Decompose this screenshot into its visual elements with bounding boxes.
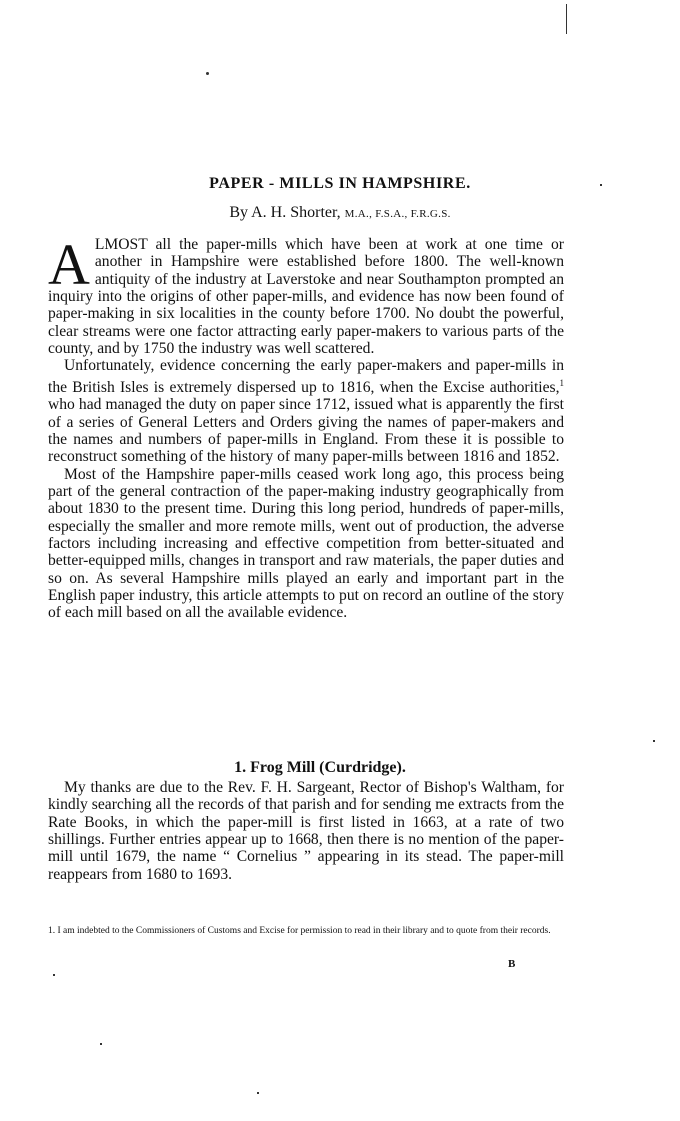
footnote-number: 1. — [48, 926, 56, 936]
paragraph-2-text-b: who had managed the duty on paper since 1712, issued what is apparently the first of a series of General Letters and Orders giving the names of paper-makers and the names and numbers of paper-mills in England. From these it is possible to reconstruct something of the history of many paper-mills between 1816 and 1852. — [48, 396, 564, 466]
footnote-text: I am indebted to the Commissioners of Customs and Excise for permission to read in their library and to quote from their records. — [57, 926, 551, 936]
author-qualifications: M.A., F.S.A., F.R.G.S. — [344, 208, 451, 220]
drop-cap: A — [48, 232, 90, 297]
scan-speck — [53, 974, 55, 976]
scan-speck — [257, 1092, 259, 1094]
scan-speck — [566, 4, 567, 34]
article-title: PAPER - MILLS IN HAMPSHIRE. — [209, 175, 471, 192]
author-name: By A. H. Shorter, — [229, 204, 341, 221]
article-body — [48, 232, 564, 622]
scan-speck — [653, 740, 655, 742]
paragraph-1 — [48, 232, 564, 358]
paragraph-3: Most of the Hampshire paper-mills ceased work long ago, this process being part of the general contraction of the paper-making industry geographically from about 1830 to the present time. During this long period, hundreds of paper-mills, especially the smaller and more remote mills, went out of production, the adverse factors including increasing and effective competition from better-situated and better-equipped mills, changes in transport and raw materials, the paper duties and so on. As several Hampshire mills played an early and important part in the English paper industry, this article attempts to put on record an outline of the story of each mill based on all the available evidence. — [48, 465, 564, 622]
footnote — [48, 926, 564, 937]
scan-speck — [206, 72, 209, 75]
section-paragraph: My thanks are due to the Rev. F. H. Sargeant, Rector of Bishop's Waltham, for kindly searching all the records of that parish and for sending me extracts from the Rate Books, in which the paper-mill is first listed in 1663, at a rate of two shillings. Further entries appear up to 1668, then there is no mention of the paper-mill until 1679, the name “ Cornelius ” appearing in its stead. The paper-mill reappears from 1680 to 1693. — [48, 779, 564, 883]
signature-mark: B — [508, 958, 516, 970]
paragraph-2 — [48, 357, 564, 465]
scan-speck — [100, 1043, 102, 1045]
section-body — [48, 779, 564, 883]
section-heading: 1. Frog Mill (Curdridge). — [234, 759, 406, 776]
paragraph-2-text-a: Unfortunately, evidence concerning the early paper-makers and paper-mills in the British Isles is extremely dispersed up to 1816, when the Excise authorities, — [48, 357, 564, 396]
paragraph-1-text: LMOST all the paper-mills which have been at work at one time or another in Hampshire were established before 1800. The well-known antiquity of the industry at Laverstoke and near Southampton prompted an inquiry into the origins of other paper-mills, and evidence has now been found of paper-making in six localities in the county before 1700. No doubt the powerful, clear streams were one factor attracting early paper-makers to various parts of the county, and by 1750 the industry was well scattered. — [48, 236, 564, 358]
footnote-reference: 1 — [559, 377, 564, 388]
scan-speck — [600, 184, 602, 186]
article-byline — [0, 204, 680, 222]
